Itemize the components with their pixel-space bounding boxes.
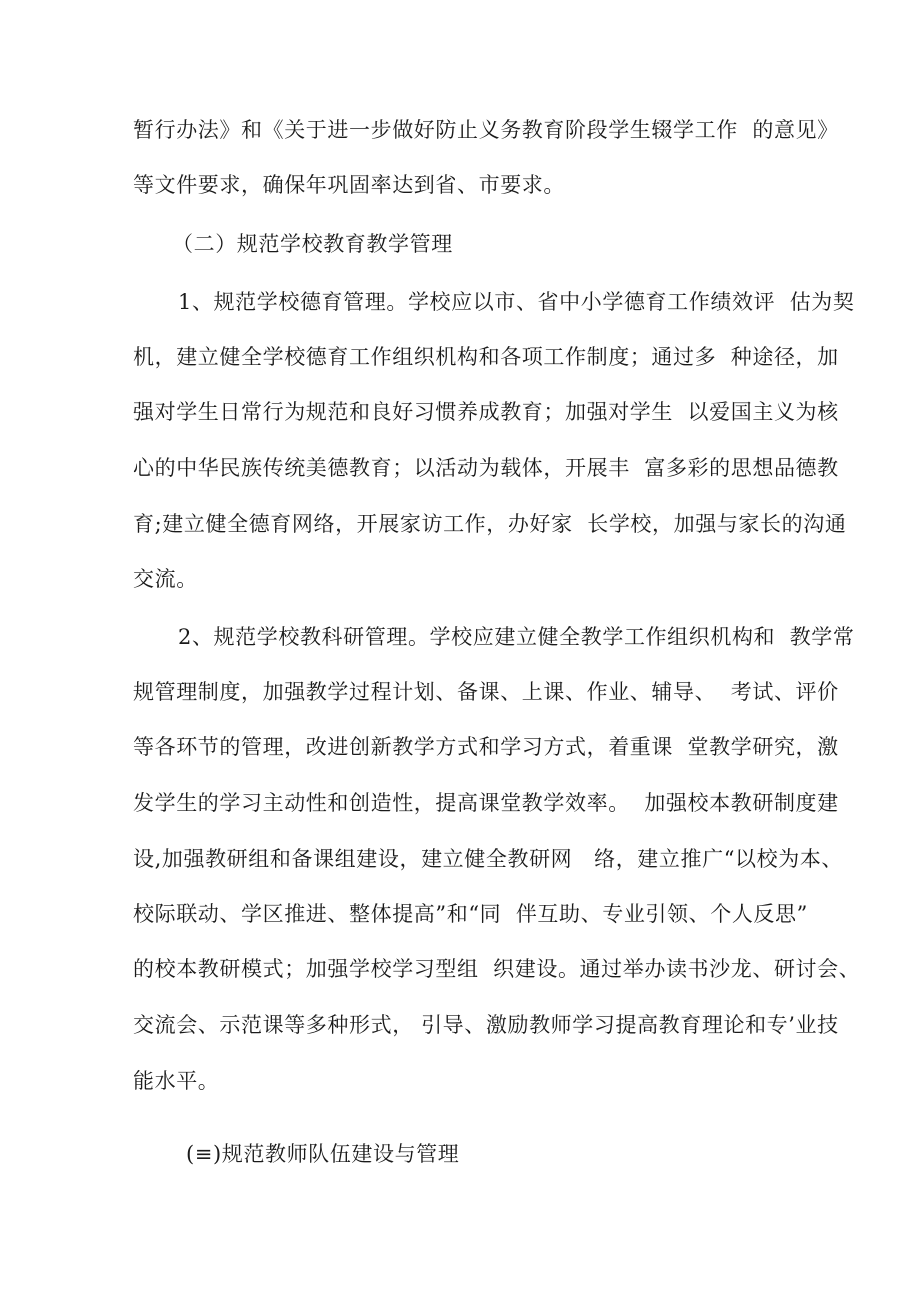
section-heading: （二）规范学校教育教学管理 <box>172 232 453 256</box>
text-line: 设,加强教研组和备课组建设，建立健全教研网 络，建立推广“以校为本、 <box>133 847 844 871</box>
text-line: 育;建立健全德育网络，开展家访工作，办好家 长学校，加强与家长的沟通 <box>133 512 847 536</box>
text-line: 交流。 <box>133 567 198 591</box>
text-line: 规管理制度，加强教学过程计划、备课、上课、作业、辅导、 考试、评价 <box>133 680 839 704</box>
text-line: 发学生的学习主动性和创造性，提高课堂教学效率。 加强校本教研制度建 <box>133 791 839 815</box>
text-line: 强对学生日常行为规范和良好习惯养成教育；加强对学生 以爱国主义为核 <box>133 400 839 424</box>
text-line: 暂行办法》和《关于进一步做好防止义务教育阶段学生辍学工作 的意见》 <box>133 118 839 142</box>
text-line: 校际联动、学区推进、整体提高”和“同 伴互助、专业引领、个人反思” <box>133 902 808 926</box>
text-line: 等各环节的管理，改进创新教学方式和学习方式，着重课 堂教学研究，激 <box>133 735 839 759</box>
text-line: 交流会、示范课等多种形式， 引导、激励教师学习提高教育理论和专’业技 <box>133 1013 839 1037</box>
paragraph-start: 2、规范学校教科研管理。学校应建立健全教学工作组织机构和 教学常 <box>178 625 855 649</box>
text-line: 能水平。 <box>133 1069 220 1093</box>
text-line: 的校本教研模式；加强学校学习型组 织建设。通过举办读书沙龙、研讨会、 <box>133 957 861 981</box>
text-line: 机，建立健全学校德育工作组织机构和各项工作制度；通过多 种途径，加 <box>133 345 839 369</box>
section-heading: (≡)规范教师队伍建设与管理 <box>186 1142 460 1166</box>
text-line: 心的中华民族传统美德教育；以活动为载体，开展丰 富多彩的思想品德教 <box>133 456 839 480</box>
text-line: 等文件要求，确保年巩固率达到省、市要求。 <box>133 173 565 197</box>
paragraph-start: 1、规范学校德育管理。学校应以市、省中小学德育工作绩效评 估为契 <box>178 290 855 314</box>
